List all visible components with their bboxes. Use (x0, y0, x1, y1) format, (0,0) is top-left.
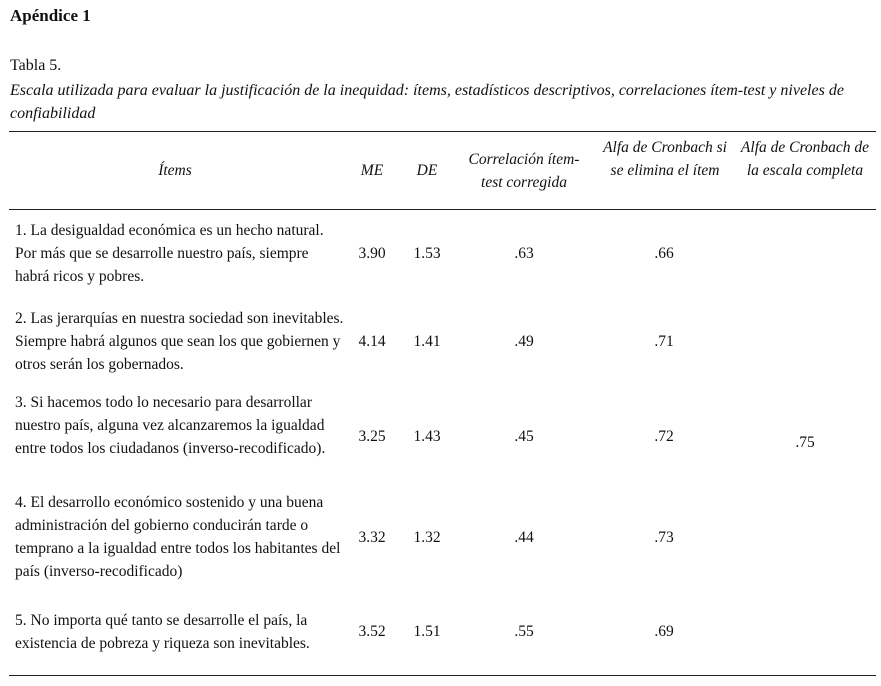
header-correlation: Correlación ítem-test corregida (468, 151, 580, 191)
row-me-1: 3.90 (358, 245, 386, 262)
table-number: Tabla 5. (10, 57, 62, 74)
scale-alpha-value: .75 (795, 434, 815, 451)
bottom-rule (9, 675, 876, 676)
row-alpha-4: .73 (654, 529, 674, 546)
row-corr-2: .49 (514, 333, 534, 350)
appendix-title: Apéndice 1 (10, 6, 91, 25)
row-me-2: 4.14 (358, 333, 386, 350)
row-alpha-5: .69 (654, 623, 674, 640)
row-alpha-1: .66 (654, 245, 674, 262)
row-corr-1: .63 (514, 245, 534, 262)
row-alpha-3: .72 (654, 428, 674, 445)
header-items: Ítems (158, 162, 192, 179)
row-corr-4: .44 (514, 529, 534, 546)
table-caption: Escala utilizada para evaluar la justificación de la inequidad: ítems, estadísticos descriptivos, correlaciones ítem-test y niveles de confiabilidad (10, 82, 844, 122)
header-de: DE (416, 162, 438, 179)
row-de-1: 1.53 (413, 245, 441, 262)
row-de-3: 1.43 (413, 428, 441, 445)
row-corr-3: .45 (514, 428, 534, 445)
row-item-1: 1. La desigualdad económica es un hecho natural. Por más que se desarrolle nuestro país, siempre habrá ricos y pobres. (15, 222, 324, 285)
row-me-5: 3.52 (358, 623, 386, 640)
row-item-2: 2. Las jerarquías en nuestra sociedad son inevitables. Siempre habrá algunos que sean los que gobiernen y otros serán los gobernados. (15, 310, 344, 373)
row-de-4: 1.32 (413, 529, 441, 546)
row-de-5: 1.51 (413, 623, 441, 640)
top-rule (9, 131, 876, 132)
row-me-3: 3.25 (358, 428, 386, 445)
header-alpha-scale: Alfa de Cronbach de la escala completa (740, 139, 870, 179)
row-me-4: 3.32 (358, 529, 386, 546)
row-item-5: 5. No importa qué tanto se desarrolle el país, la existencia de pobreza y riqueza son inevitables. (15, 612, 310, 652)
row-corr-5: .55 (514, 623, 534, 640)
header-rule (9, 209, 876, 210)
row-item-3: 3. Si hacemos todo lo necesario para desarrollar nuestro país, alguna vez alcanzaremos la igualdad entre todos los ciudadanos (inverso-recodificado). (15, 394, 326, 457)
row-alpha-2: .71 (654, 333, 674, 350)
row-item-4: 4. El desarrollo económico sostenido y una buena administración del gobierno conducirán tarde o temprano a la igualdad entre todos los habitantes del país (inverso-recodificado) (15, 494, 341, 580)
header-alpha-item: Alfa de Cronbach si se elimina el ítem (603, 139, 727, 179)
header-me: ME (360, 162, 384, 179)
row-de-2: 1.41 (413, 333, 441, 350)
